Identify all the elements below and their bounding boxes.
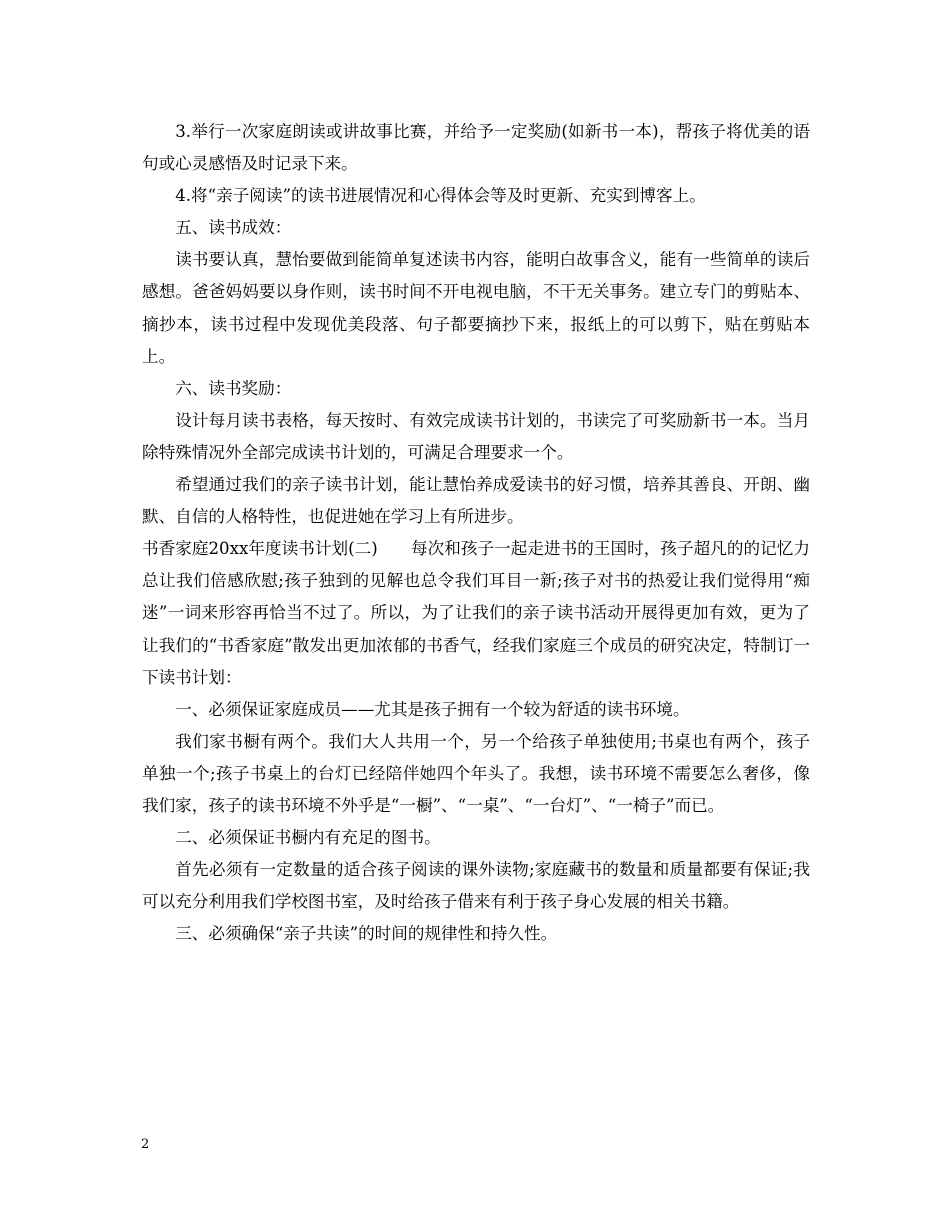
- heading-sufficient-books: 二、必须保证书橱内有充足的图书。: [175, 828, 441, 848]
- paragraph-reading-rewards: 设计每月读书表格，每天按时、有效完成读书计划的，书读完了可奖励新书一本。当月除特殊情况外全部完成读书计划的，可满足合理要求一个。: [142, 410, 810, 462]
- heading-reading-environment: 一、必须保证家庭成员——尤其是孩子拥有一个较为舒适的读书环境。: [175, 699, 690, 719]
- paragraph-sufficient-books: 首先必须有一定数量的适合孩子阅读的课外读物;家庭藏书的数量和质量都要有保证;我可以充分利用我们学校图书室，及时给孩子借来有利于孩子身心发展的相关书籍。: [142, 860, 810, 912]
- heading-reading-rewards: 六、读书奖励：: [175, 378, 292, 398]
- paragraph-reading-environment: 我们家书橱有两个。我们大人共用一个，另一个给孩子单独使用;书桌也有两个，孩子单独一个;孩子书桌上的台灯已经陪伴她四个年头了。我想，读书环境不需要怎么奢侈，像我们家，孩子的读书环境不外乎是“一橱”、“一桌”、“一台灯”、“一椅子”而已。: [142, 731, 810, 815]
- document-body: [142, 116, 810, 950]
- heading-shared-reading-time: 三、必须确保“亲子共读”的时间的规律性和持久性。: [175, 924, 558, 944]
- paragraph-blog-update: 4.将“亲子阅读”的读书进展情况和心得体会等及时更新、充实到博客上。: [175, 186, 706, 206]
- paragraph-hope: 希望通过我们的亲子读书计划，能让慧怡养成爱读书的好习惯，培养其善良、开朗、幽默、自信的人格特性，也促进她在学习上有所进步。: [142, 475, 810, 527]
- paragraph-reading-contest: 3.举行一次家庭朗读或讲故事比赛，并给予一定奖励(如新书一本)，帮孩子将优美的语句或心灵感悟及时记录下来。: [142, 122, 810, 174]
- paragraph-plan-two-intro: 书香家庭20xx年度读书计划(二) 每次和孩子一起走进书的王国时，孩子超凡的的记忆力总让我们倍感欣慰;孩子独到的见解也总令我们耳目一新;孩子对书的热爱让我们觉得用“痴迷”一词来形容再恰当不过了。所以，为了让我们的亲子读书活动开展得更加有效，更为了让我们的“书香家庭”散发出更加浓郁的书香气，经我们家庭三个成员的研究决定，特制订一下读书计划：: [142, 539, 810, 687]
- paragraph-reading-results: 读书要认真，慧怡要做到能简单复述读书内容，能明白故事含义，能有一些简单的读后感想。爸爸妈妈要以身作则，读书时间不开电视电脑，不干无关事务。建立专门的剪贴本、摘抄本，读书过程中发现优美段落、句子都要摘抄下来，报纸上的可以剪下，贴在剪贴本上。: [142, 250, 810, 366]
- page-number: 2: [141, 1137, 150, 1152]
- heading-reading-results: 五、读书成效：: [175, 218, 292, 238]
